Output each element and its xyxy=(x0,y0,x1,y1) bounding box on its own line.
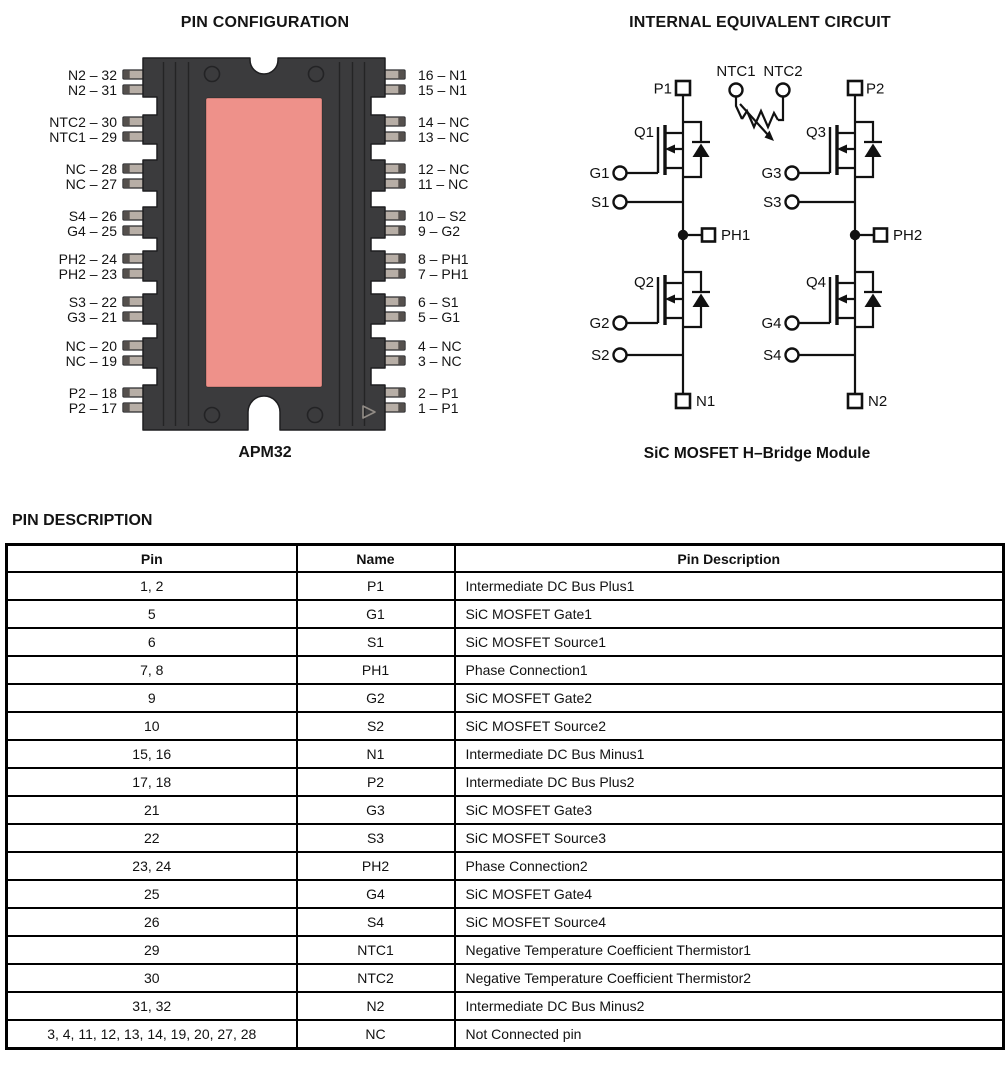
table-row xyxy=(7,628,1004,656)
pin-label: 8 – PH1 xyxy=(418,250,469,267)
ntc1-terminal xyxy=(730,84,743,97)
pin-label: 13 – NC xyxy=(418,128,470,145)
label-g4: G4 xyxy=(761,315,782,332)
label-p2: P2 xyxy=(866,80,885,98)
cell-pin: 10 xyxy=(7,712,297,740)
cell-description: SiC MOSFET Source2 xyxy=(455,712,1004,740)
pin-label: NTC1 – 29 xyxy=(49,128,117,145)
pin-description-heading: PIN DESCRIPTION xyxy=(12,512,153,529)
cell-pin: 22 xyxy=(7,824,297,852)
cell-description: SiC MOSFET Source3 xyxy=(455,824,1004,852)
half-bridge-leg-1 xyxy=(614,81,716,408)
label-s2: S2 xyxy=(591,347,610,364)
label-q4: Q4 xyxy=(805,274,826,291)
cell-name: P1 xyxy=(297,572,455,600)
cell-pin: 25 xyxy=(7,880,297,908)
package-pin-cap xyxy=(124,389,130,397)
pin-label: 9 – G2 xyxy=(418,222,461,239)
package-pin-cap xyxy=(398,389,404,397)
table-row xyxy=(7,796,1004,824)
label-n2: N2 xyxy=(868,393,888,410)
table-row xyxy=(7,936,1004,964)
table-row xyxy=(7,600,1004,628)
cell-description: Negative Temperature Coefficient Thermistor2 xyxy=(455,964,1004,992)
pin-label: 2 – P1 xyxy=(418,384,459,401)
ntc-thermistor xyxy=(730,84,790,142)
table-row xyxy=(7,852,1004,880)
package-name: APM32 xyxy=(238,444,292,461)
package-pin-cap xyxy=(398,357,404,365)
pin-label: NC – 28 xyxy=(65,160,117,177)
cell-pin: 5 xyxy=(7,600,297,628)
cell-name: S4 xyxy=(297,908,455,936)
pin-label: PH2 – 24 xyxy=(58,250,117,267)
pin-label: G3 – 21 xyxy=(67,308,117,325)
pin-label: NC – 27 xyxy=(65,175,117,192)
cell-description: Negative Temperature Coefficient Thermistor1 xyxy=(455,936,1004,964)
package-pin-cap xyxy=(398,180,404,188)
table-row xyxy=(7,712,1004,740)
cell-name: S2 xyxy=(297,712,455,740)
label-ntc1: NTC1 xyxy=(716,63,756,80)
cell-description: Intermediate DC Bus Plus1 xyxy=(455,572,1004,600)
pin-label: 15 – N1 xyxy=(418,81,468,98)
cell-name: N2 xyxy=(297,992,455,1020)
pin-label: 10 – S2 xyxy=(418,207,467,224)
pin-description-table xyxy=(5,543,1005,1050)
package-pin-cap xyxy=(398,313,404,321)
pin-label: PH2 – 23 xyxy=(58,265,117,282)
label-q2: Q2 xyxy=(633,274,654,291)
cell-pin: 29 xyxy=(7,936,297,964)
package-pin-cap xyxy=(398,71,404,79)
package-pin-cap xyxy=(398,404,404,412)
cell-name: G2 xyxy=(297,684,455,712)
label-q1: Q1 xyxy=(633,124,654,141)
cell-pin: 7, 8 xyxy=(7,656,297,684)
circuit-caption: SiC MOSFET H–Bridge Module xyxy=(643,445,871,462)
cell-pin: 1, 2 xyxy=(7,572,297,600)
table-row xyxy=(7,908,1004,936)
cell-pin: 31, 32 xyxy=(7,992,297,1020)
pin-label: 14 – NC xyxy=(418,113,470,130)
label-p1: P1 xyxy=(653,80,672,98)
cell-name: NTC2 xyxy=(297,964,455,992)
hbridge-circuit xyxy=(545,40,1005,480)
package-pin-cap xyxy=(124,180,130,188)
table-row xyxy=(7,880,1004,908)
cell-description: SiC MOSFET Source1 xyxy=(455,628,1004,656)
package-pin-cap xyxy=(124,133,130,141)
right-pins xyxy=(383,70,405,412)
cell-description: SiC MOSFET Gate2 xyxy=(455,684,1004,712)
package-pin-cap xyxy=(398,342,404,350)
cell-description: Phase Connection2 xyxy=(455,852,1004,880)
cell-pin: 9 xyxy=(7,684,297,712)
cell-description: Intermediate DC Bus Minus2 xyxy=(455,992,1004,1020)
label-s1: S1 xyxy=(591,194,610,211)
cell-name: G1 xyxy=(297,600,455,628)
table-row xyxy=(7,572,1004,600)
pin-label: N2 – 31 xyxy=(67,81,117,98)
cell-pin: 3, 4, 11, 12, 13, 14, 19, 20, 27, 28 xyxy=(7,1020,297,1049)
cell-name: NC xyxy=(297,1020,455,1049)
package-pin-cap xyxy=(398,212,404,220)
pin-label: P2 – 18 xyxy=(68,384,117,401)
table-row xyxy=(7,992,1004,1020)
substrate xyxy=(206,98,322,387)
column-header-description: Pin Description xyxy=(455,545,1004,573)
pin-label: 1 – P1 xyxy=(418,399,459,416)
cell-pin: 17, 18 xyxy=(7,768,297,796)
table-header-row xyxy=(7,545,1004,573)
package-pin-cap xyxy=(398,86,404,94)
pin-configuration-title: PIN CONFIGURATION xyxy=(180,14,350,31)
package-pin-cap xyxy=(124,71,130,79)
label-n1: N1 xyxy=(696,393,716,410)
pin-label: G4 – 25 xyxy=(67,222,117,239)
cell-pin: 23, 24 xyxy=(7,852,297,880)
label-g2: G2 xyxy=(589,315,610,332)
pin-label: 6 – S1 xyxy=(418,293,459,310)
cell-name: P2 xyxy=(297,768,455,796)
label-g1: G1 xyxy=(589,165,610,182)
left-pins xyxy=(123,70,145,412)
package-pin-cap xyxy=(124,227,130,235)
cell-pin: 15, 16 xyxy=(7,740,297,768)
table-row xyxy=(7,740,1004,768)
table-row xyxy=(7,824,1004,852)
package-pin-cap xyxy=(398,118,404,126)
cell-description: SiC MOSFET Gate1 xyxy=(455,600,1004,628)
package-pin-cap xyxy=(124,86,130,94)
cell-pin: 21 xyxy=(7,796,297,824)
cell-description: Intermediate DC Bus Minus1 xyxy=(455,740,1004,768)
label-s3: S3 xyxy=(763,194,782,211)
package-pin-cap xyxy=(124,165,130,173)
package-pin-cap xyxy=(124,212,130,220)
cell-description: Not Connected pin xyxy=(455,1020,1004,1049)
pin-label: S4 – 26 xyxy=(68,207,117,224)
package-pin-cap xyxy=(398,298,404,306)
pin-label: 5 – G1 xyxy=(418,308,461,325)
cell-name: S3 xyxy=(297,824,455,852)
package-pin-cap xyxy=(124,270,130,278)
table-row xyxy=(7,684,1004,712)
label-s4: S4 xyxy=(763,347,782,364)
column-header-name: Name xyxy=(297,545,455,573)
ntc2-terminal xyxy=(777,84,790,97)
pin-label: N2 – 32 xyxy=(67,66,117,83)
table-row xyxy=(7,964,1004,992)
cell-name: N1 xyxy=(297,740,455,768)
package-pin-cap xyxy=(124,298,130,306)
cell-pin: 26 xyxy=(7,908,297,936)
label-ph2: PH2 xyxy=(893,227,923,244)
pin-label: NC – 20 xyxy=(65,337,117,354)
left-pin-labels xyxy=(0,0,117,432)
cell-description: Phase Connection1 xyxy=(455,656,1004,684)
label-q3: Q3 xyxy=(805,124,826,141)
table-row xyxy=(7,768,1004,796)
internal-circuit-title: INTERNAL EQUIVALENT CIRCUIT xyxy=(629,14,891,31)
cell-name: PH1 xyxy=(297,656,455,684)
right-pin-labels xyxy=(413,0,533,432)
pin-label: 12 – NC xyxy=(418,160,470,177)
half-bridge-leg-2 xyxy=(786,81,888,408)
cell-pin: 30 xyxy=(7,964,297,992)
pin-label: 7 – PH1 xyxy=(418,265,469,282)
column-header-pin: Pin xyxy=(7,545,297,573)
package-pin-cap xyxy=(398,255,404,263)
package-pin-cap xyxy=(398,270,404,278)
package-pin-cap xyxy=(124,118,130,126)
package-pin-cap xyxy=(398,133,404,141)
table-row xyxy=(7,1020,1004,1049)
package-diagram xyxy=(115,56,415,432)
label-ph1: PH1 xyxy=(721,227,751,244)
pin-label: 4 – NC xyxy=(418,337,462,354)
pin-label: 11 – NC xyxy=(418,175,469,192)
package-pin-cap xyxy=(124,255,130,263)
cell-name: PH2 xyxy=(297,852,455,880)
table-row xyxy=(7,656,1004,684)
package-pin-cap xyxy=(398,227,404,235)
cell-description: Intermediate DC Bus Plus2 xyxy=(455,768,1004,796)
pin-label: S3 – 22 xyxy=(68,293,117,310)
package-pin-cap xyxy=(124,404,130,412)
cell-name: NTC1 xyxy=(297,936,455,964)
pin-label: NC – 19 xyxy=(65,352,117,369)
package-pin-cap xyxy=(124,342,130,350)
package-pin-cap xyxy=(124,357,130,365)
cell-name: G4 xyxy=(297,880,455,908)
cell-name: G3 xyxy=(297,796,455,824)
pin-label: P2 – 17 xyxy=(68,399,117,416)
pin-label: NTC2 – 30 xyxy=(49,113,117,130)
pin-label: 16 – N1 xyxy=(418,66,468,83)
label-ntc2: NTC2 xyxy=(763,63,803,80)
label-g3: G3 xyxy=(761,165,782,182)
cell-description: SiC MOSFET Gate4 xyxy=(455,880,1004,908)
cell-description: SiC MOSFET Source4 xyxy=(455,908,1004,936)
cell-name: S1 xyxy=(297,628,455,656)
package-pin-cap xyxy=(398,165,404,173)
cell-description: SiC MOSFET Gate3 xyxy=(455,796,1004,824)
cell-pin: 6 xyxy=(7,628,297,656)
pin-label: 3 – NC xyxy=(418,352,462,369)
package-pin-cap xyxy=(124,313,130,321)
